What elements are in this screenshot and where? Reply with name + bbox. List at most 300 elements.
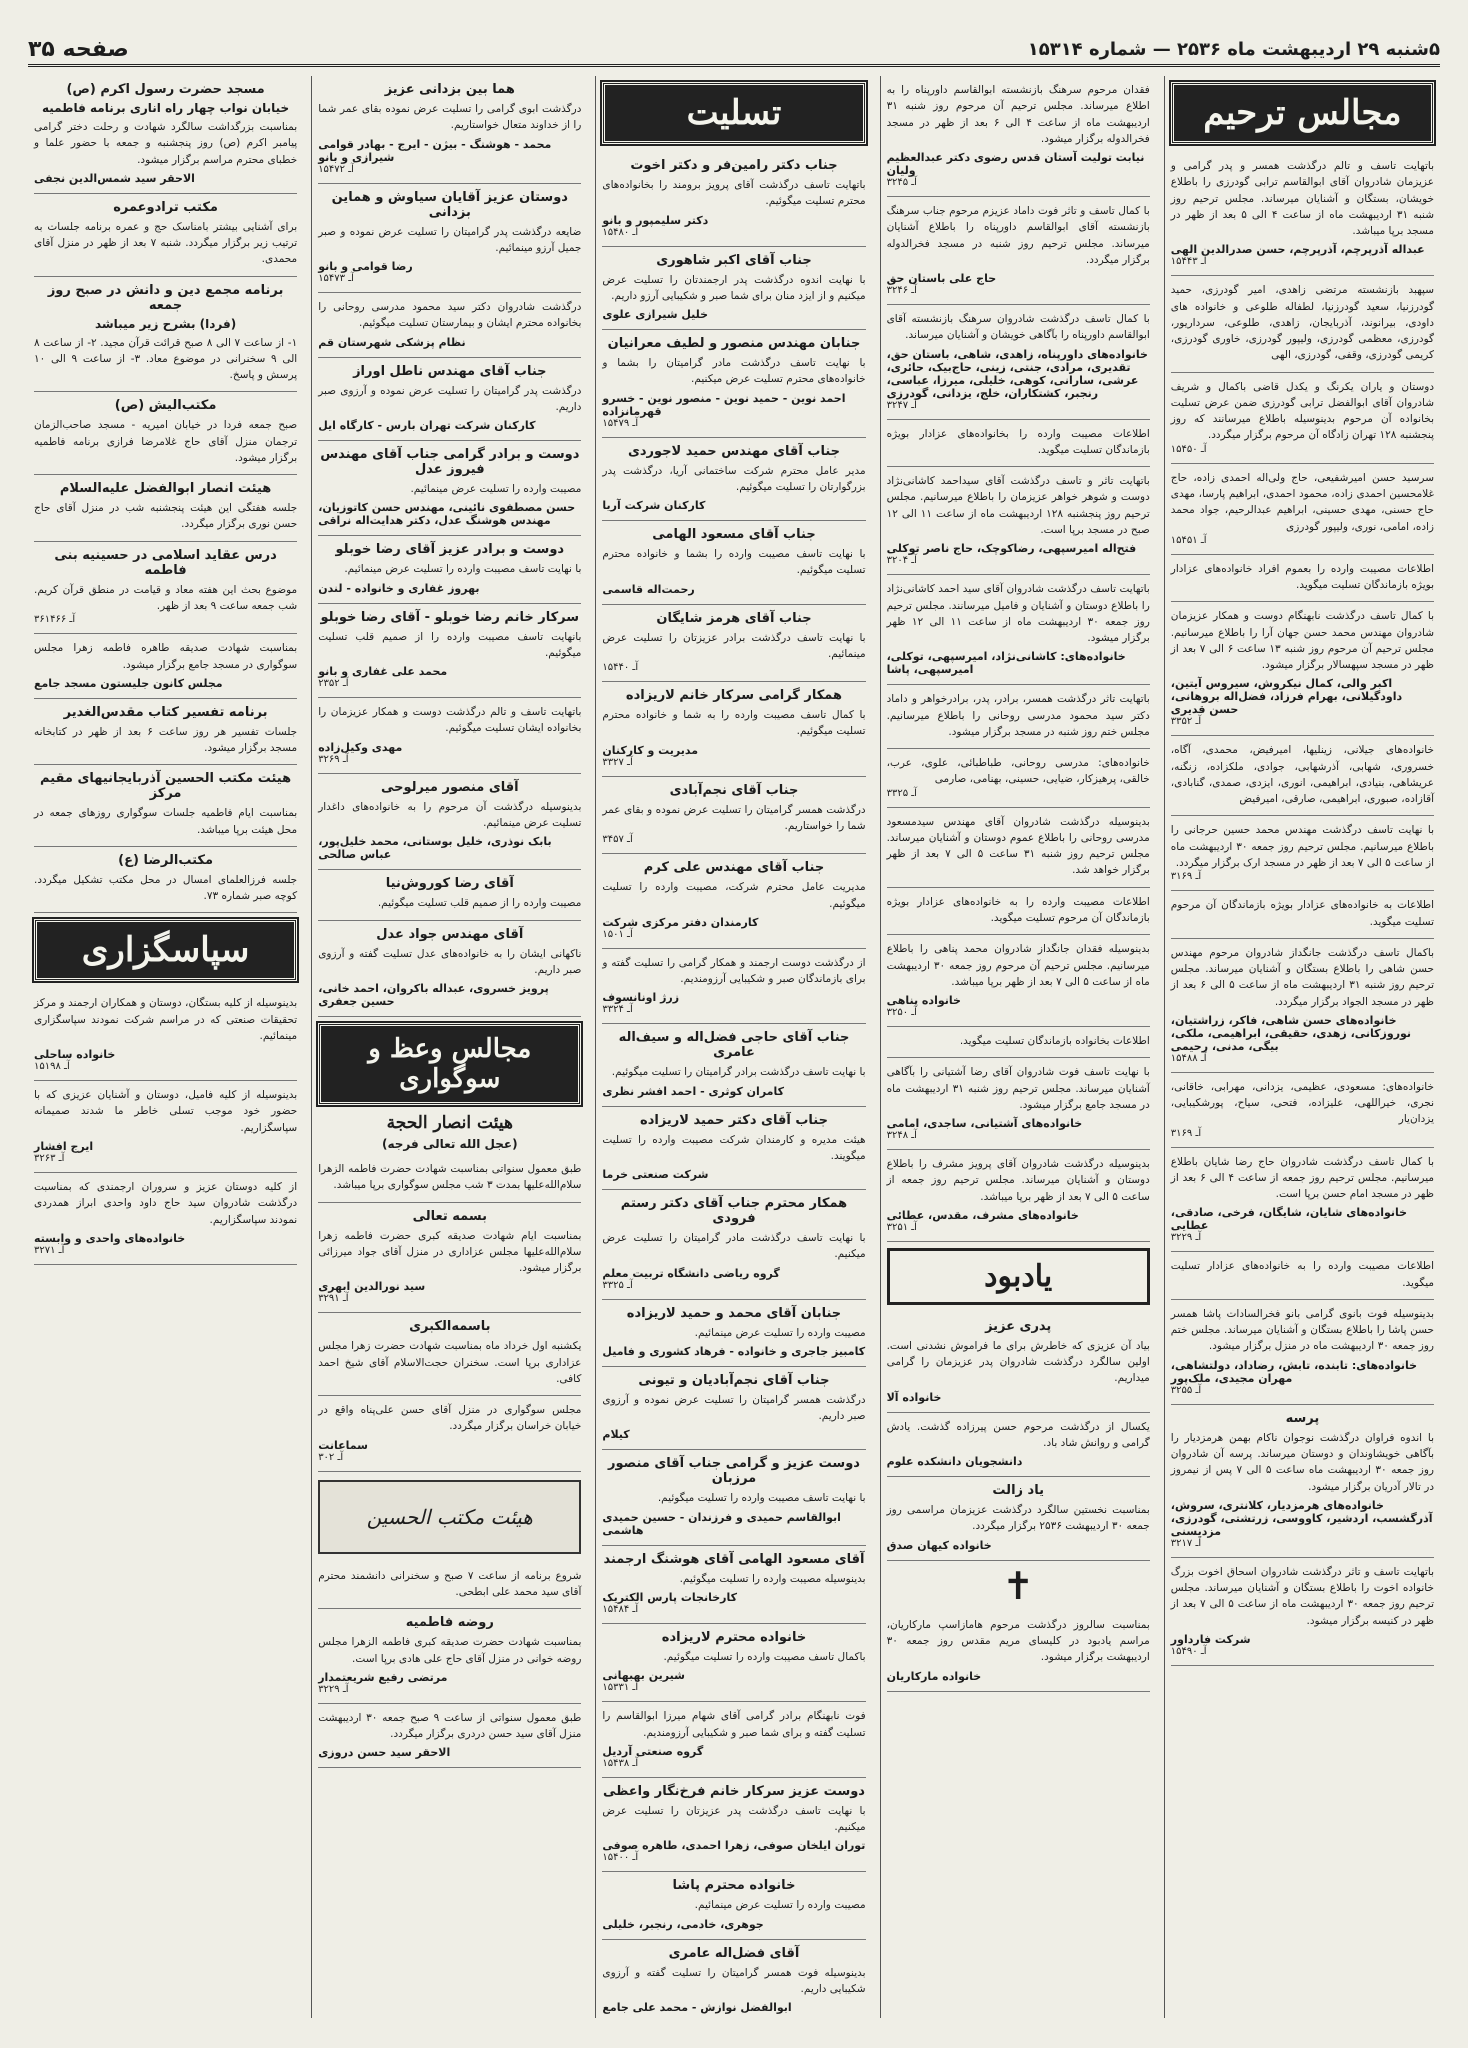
notice-body: بدینوسیله درگذشت شادروان آقای مهندس سیدمسعود مدرسی روحانی را باطلاع عموم دوستان و آشنایان میرساند. مجلس ترحیم روز شنبه ۳۱ ساعت ۵ الی ۷ بعد از ظهر برگزار خواهد شد. (886, 815, 1150, 877)
notice-body: اطلاعات بخانواده بازماندگان تسلیت میگوید. (959, 1035, 1150, 1048)
notice (1171, 276, 1434, 372)
notice-body: با کمال تاسف درگذشت شادروان حاج رضا شایان باطلاع میرسانیم. مجلس ترحیم روز جمعه از ساعت ۴ الی ۶ بعد از ظهر در مسجد امام حسن برپا است. (1170, 1155, 1434, 1201)
notice-code: آـ ۲۳۵۲ (318, 678, 349, 690)
notice-code: آـ ۳۲۴۶ (886, 285, 917, 297)
notice (34, 194, 297, 277)
notice (887, 1413, 1150, 1478)
notice (1171, 602, 1434, 736)
notice-body: با نهایت تاسف درگذشت مادر گرامیتان را بشما و خانواده‌های محترم تسلیت عرض میکنیم. (602, 357, 866, 386)
column-condolence (595, 76, 871, 2018)
notice (1171, 373, 1434, 464)
notice-code: آـ ۱۵۴۷۲ (318, 163, 354, 175)
notice-code: آـ ۳۳۲۵ (602, 1279, 633, 1291)
notice-signature: کارخانجات پارس الکتریک (602, 1590, 738, 1604)
notice-title: مکتب‌الیش (ص) (114, 398, 217, 414)
notice-body: جلسات تفسیر هر روز ساعت ۶ بعد از ظهر در کتابخانه مسجد برگزار میشود. (33, 725, 298, 755)
notice-title: هما بین بزدانی عزیز (384, 82, 515, 97)
notice-body: مصیبت وارده را تسلیت عرض مینمائیم. (694, 1899, 866, 1912)
notice-body: مجلس سوگواری در منزل آقای حسن علی‌پناه واقع در خیابان خراسان برگزار میگردد. (318, 1404, 582, 1433)
notice-code: آـ ۳۲۷۱ (33, 1244, 65, 1256)
notice-body: با کمال تاسف و تاثر فوت داماد عزیزم مرحوم جناب سرهنگ بازنشسته آقای ابوالقاسم داورپناه را باطلاع آشنایان میرساند. مجلس ترحیم روز شنبه در مسجد فخرالدوله برگزار میگردد. (886, 205, 1150, 266)
notice-signature: رضا قوامی و بانو (318, 260, 413, 274)
notice (602, 330, 865, 438)
notice (602, 1107, 865, 1191)
notice (34, 699, 297, 766)
notice-body: با نهایت تاسف مصیبت وارده را بشما و خانواده محترم تسلیت میگوئیم. (602, 548, 866, 577)
notice-title: برنامه تفسیر کتاب مقدس‌الغدیر (63, 704, 268, 720)
notice-signature: خانواده‌های آشتیانی، ساجدی، امامی (886, 1117, 1083, 1131)
thanks-list (34, 989, 297, 1264)
notice-body: بدینوسیله مصیبت وارده را تسلیت میگوئیم. (679, 1572, 866, 1585)
notice-code: آـ ۳۲۶۳ (33, 1152, 65, 1164)
notice-code: آـ ۳۲۲۹ (1170, 1232, 1202, 1244)
notice-title: جناب آقای مهندس علی کرم (643, 860, 825, 876)
notice-signature: محمد - هوشنگ - بیژن - ایرج - بهادر قوامی شیرازی و بانو (318, 137, 552, 164)
notice-title: دوست و برادر گرامی جناب آقای مهندس فیروز عدل (320, 447, 580, 478)
notice-signature: کیلام (602, 1428, 630, 1442)
notice-body: اطلاعات مصیبت وارده را بعموم افراد خانواده‌های عزادار بویژه بازماندگان تسلیت میگوید. (1170, 562, 1434, 592)
notice-title: جناب آقای نجم‌آبادی (669, 782, 799, 798)
notice-subtitle: (فردا) بشرح زیر میباشد (94, 316, 237, 331)
notice-title: جناب آقای اکبر شاهوری (656, 252, 812, 268)
notice-signature: حاج علی باستان حق (886, 272, 997, 286)
notice-code: آـ ۱۵۴۷۹ (602, 417, 639, 429)
notice (1171, 1252, 1434, 1300)
hey-at-logo (318, 1480, 581, 1554)
notice (318, 774, 581, 871)
notice-title: دوست عزیز و گرامی جناب آقای منصور مرزبان (608, 1456, 860, 1487)
notice-title: یاد زالت (992, 1483, 1044, 1499)
columns (28, 76, 1440, 2018)
notice (1171, 1405, 1434, 1558)
notice-body: ۱- از ساعت ۷ الی ۸ صبح قرائت قرآن مجید. ۲- از ساعت ۸ الی ۹ سخنرانی در موضوع معاد. ۳- از ساعت ۹ الی ۱۰ پرسش و پاسخ. (33, 336, 298, 382)
notice-body: بدینوسیله از کلیه بستگان، دوستان و همکاران ارجمند و مرکز تحقیقات صنعتی که در مراسم شرکت نمودند سپاسگزاری مینمائیم. (33, 997, 298, 1042)
notice-body: درگذشت شادروان دکتر سید محمود مدرسی روحانی را بخانواده محترم ایشان و بیمارستان تسلیت میگوئیم. (318, 301, 582, 330)
notice (602, 1940, 865, 2018)
notice-body: بدینوسیله فوت بانوی گرامی بانو فخرالسادات پاشا همسر حسن پاشا را باطلاع بستگان و آشنایان میرساند. مجلس ختم روز جمعه ۳۰ اردیبهشت ماه در منزل برگزار میشود. (1170, 1307, 1434, 1353)
notice-subtitle: خیابان نواب چهار راه اناری برنامه فاطمیه (41, 101, 290, 115)
masthead (28, 34, 1440, 67)
notice-body: با نهایت تاسف درگذشت برادر گرامیتان را تسلیت میگوئیم. (611, 1066, 866, 1079)
notice-body: مدیریت عامل محترم شرکت، مصیبت وارده را تسلیت میگوئیم. (602, 881, 866, 910)
notice-signature: خانواده پناهی (886, 994, 961, 1008)
sermon-subtitle: (عجل الله تعالی فرجه) (382, 1137, 518, 1152)
notice-body: طبق معمول سنواتی از ساعت ۹ صبح جمعه ۳۰ اردیبهشت منزل آقای سید حسن دردری برگزار میگردد. (318, 1711, 582, 1741)
notice-title: جناب آقای دکتر حمید لاریزاده (640, 1112, 828, 1128)
notice-body: فوت نابهنگام برادر گرامی آقای شهام میرزا ابوالقاسم را تسلیت گفته و برای شما صبر و شکیبایی آرزومندیم. (602, 1710, 866, 1739)
sermon-title: هیئت انصار الحجة (386, 1113, 513, 1134)
notice-body: با کمال تاسف درگذشت شادروان سرهنگ بازنشسته آقای ابوالقاسم داورپناه را بآگاهی خویشان و آشنایان میرساند. (886, 313, 1150, 342)
notice-body: اطلاعات مصیبت وارده را به خانواده‌های عزادار بویژه بازماندگان آن مرحوم تسلیت میگوید. (886, 895, 1150, 924)
notice-signature: خانواده‌های: تابنده، تابش، رضاداد، دولتشاهی، مهران مجیدی، ملک‌پور (1170, 1358, 1418, 1385)
notice-signature: رحمت‌اله قاسمی (602, 582, 695, 596)
notice-signature: خانواده مارکاریان (886, 1669, 982, 1683)
notice-title: جنابان مهندس منصور و لطیف معرانیان (607, 336, 861, 352)
notice-signature: ابوالقاسم حمیدی و فرزندان - حسین حمیدی هاشمی (602, 1510, 841, 1537)
notice-code: آـ ۳۲۴۸ (886, 1130, 917, 1142)
notice-body: بدینوسیله فوت همسر گرامیتان را تسلیت گفته و آرزوی شکیبایی داریم. (602, 1966, 866, 1995)
notice (318, 358, 581, 442)
notice-code: آـ ۱۵۴۵۰ (1170, 443, 1207, 455)
notice (318, 604, 581, 699)
notice-code: آـ ۱۵۴۷۳ (318, 273, 354, 285)
notice (318, 1155, 581, 1203)
notice (1171, 891, 1434, 939)
notice-code: آـ ۳۲۴۵ (886, 177, 917, 189)
notice-body: سپهبد بازنشسته مرتضی زاهدی، امیر گودرزی، حمید گودرزنیا، سعید گودرزنیا، لطفاله طلوعی و خانواده های داودی، بیرانوند، آذربایجان، زاهدی، طلوعی، سرداریور، گودرزی، معظمی گودرزی، ولیپور گودرزی، خاوری گودرزی، کریمی گودرزی، وقفی، گودرزی، الهی (1170, 284, 1434, 362)
notice-signature: عبداله آذرپرچم، آذرپرچم، حسن صدرالدین الهی (1170, 243, 1425, 257)
notice (602, 1624, 865, 1702)
notice-code: آـ ۳۰۲ (318, 1451, 344, 1463)
notice-code: آـ ۳۴۵۷ (602, 834, 633, 846)
notice-body: باتهایت تاسف و تاثر درگذشت شادروان اسحاق اخوت بزرگ خانواده اخوت را باطلاع بستگان و آشنایان میرساند. مجلس ترحیم روز جمعه ۳۰ اردیبهشت ماه از ساعت ۵ الی ۷ بعد از ظهر در کنیسه برگزار میشود. (1170, 1565, 1434, 1627)
notice (1171, 816, 1434, 891)
notice-body: جلسه هفتگی این هیئت پنجشنبه شب در منزل آقای حاج حسن نوری برگزار میگردد. (33, 502, 298, 531)
notice-code: آـ ۱۵۴۸۰ (602, 226, 639, 238)
notice-title: روضه فاطمیه (405, 1615, 494, 1631)
notice (602, 438, 865, 522)
notice-body: باتهایت تاثر و تاسف درگذشت آقای سیداحمد کاشانی‌نژاد دوست و شوهر خواهر عزیزمان را باطلاع میرسانیم. مجلس ترحیم روز پنجشنبه ۱۲۸ اردیبهشت ماه از ساعت ۱۱ الی ۱۲ صبح در مسجد برپا است. (886, 475, 1150, 536)
notice (887, 1150, 1150, 1242)
notice-signature: خانواده کیهان صدق (886, 1538, 992, 1552)
notice (887, 808, 1150, 888)
notice-body: درگذشت پدر گرامیتان را تسلیت عرض نموده و آرزوی صبر داریم. (318, 384, 582, 413)
notice (1171, 1558, 1434, 1666)
sermon-list (318, 1155, 581, 1472)
notice (602, 949, 865, 1025)
notice-body: بدینوسیله فقدان جانگداز شادروان محمد پناهی را باطلاع میرسانیم. مجلس ترحیم آن مرحوم روز جمعه ۳۰ اردیبهشت ماه از ساعت ۵ الی ۷ بعد از ظهر برپا میباشد. (886, 943, 1150, 988)
notice-body: دوستان و یاران یکرنگ و یکدل قاضی باکمال و شریف شادروان آقای ابوالفضل ترابی گودرزی ضمن عرض تسلیت بخانواده آن مرحوم بدینوسیله باطلاع میرسانند که روز پنجشنبه ۱۲۸ تهران زادگاه آن مرحوم برگزار میگردد. (1170, 380, 1434, 442)
notice-signature: کامبیز جاجری و خانواده - فرهاد کشوری و فامیل (602, 1344, 866, 1358)
notice-body: طبق معمول سنواتی بمناسبت شهادت حضرت فاطمه الزهرا سلام‌الله‌علیها بمدت ۳ شب مجلس سوگواری برپا میباشد. (318, 1163, 582, 1192)
remembrance-list (887, 1313, 1150, 1561)
notice-title: هیئت مکتب الحسین آذربایجانیهای مقیم مرکز (40, 771, 292, 802)
notice (887, 888, 1150, 936)
notice (602, 1546, 865, 1624)
notice-signature: مجلس کانون جلیستون مسجد جامع (33, 676, 223, 690)
notice-body: مصیبت وارده را تسلیت عرض مینمائیم. (410, 483, 582, 496)
notice (318, 1313, 581, 1396)
notice-signature: شرکت صنعتی خرما (602, 1168, 709, 1182)
notice-body: فقدان مرحوم سرهنگ بازنشسته ابوالقاسم داورپناه را به اطلاع میرساند. مجلس ترحیم آن مرحوم روز شنبه ۳۱ اردیبهشت ماه از ساعت ۴ الی ۶ بعد از ظهر در مسجد فخرالدوله برگزار میشود. (886, 84, 1150, 145)
notice (602, 247, 865, 331)
notice-signature: سید نورالدین ابهری (318, 1280, 426, 1294)
notice-signature: نیابت تولیت آستان قدس رضوی دکتر عبدالعظیم ولیان (886, 151, 1145, 178)
notice-signature: شرکت فارداور (1170, 1632, 1251, 1646)
notice-signature: حسن مصطفوی نائینی، مهندس حسن کاتوزیان، مهندس هوشنگ عدل، دکتر هدایت‌اله نراقی (318, 501, 576, 528)
notice-code: آـ ۱۵۴۹۰ (1170, 1645, 1207, 1657)
notice-title: آقای مهندس جواد عدل (376, 926, 524, 942)
remembrance-cross-notice (887, 1611, 1150, 1692)
notice-signature: کامران کوثری - احمد افشر نظری (602, 1084, 784, 1098)
notice-body: با نهایت تاسف درگذشت مادر گرامیتان را تسلیت عرض میکنیم. (602, 1232, 866, 1261)
notice-signature: احمد نوین - حمید نوین - منصور نوین - خسرو قهرمانزاده (602, 391, 846, 418)
notice (318, 1609, 581, 1704)
notice (887, 467, 1150, 575)
notice-body: مصیبت وارده را از صمیم قلب تسلیت میگوئیم. (377, 897, 582, 910)
notice (887, 76, 1150, 197)
notice-body: بدینوسیله درگذشت آن مرحوم را به خانواده‌های داغدار تسلیت عرض مینمائیم. (318, 800, 582, 829)
notice-code: آـ ۳۲۹۱ (318, 1293, 349, 1305)
notice-body: ناکهانی ایشان را به خانواده‌های عدل تسلیت گفته و آرزوی صبر داریم. (318, 947, 582, 976)
notice (318, 441, 581, 536)
notice-title: مسجد حضرت رسول اکرم (ص) (66, 82, 265, 97)
notice-signature: گروه صنعتی آردیل (602, 1744, 704, 1758)
notice (1171, 736, 1434, 816)
notice-body: درگذشت همسر گرامیتان را تسلیت عرض نموده و آرزوی صبر داریم. (602, 1393, 866, 1423)
notice-body: از درگذشت دوست ارجمند و همکار گرامی را تسلیت گفته و برای بازماندگان صبر و شکیبایی آرزومندیم. (602, 956, 866, 986)
notice-title: جناب آقای مسعود الهامی (652, 527, 816, 543)
notice-code: آـ ۳۶۱۴۶۶ (33, 614, 76, 626)
notice-signature: خانواده‌های: کاشانی‌نژاد، امیرسپهی، توکلی، امیرسپهی، پاشا (886, 650, 1126, 677)
date-line: ۵شنبه ۲۹ اردیبهشت ماه ۲۵۳۶ — شماره ۱۵۳۱۴ (1027, 38, 1440, 60)
notice-title: آقای فضل‌اله عامری (668, 1945, 800, 1961)
notice-body: اطلاعات مصیبت وارده را به خانواده‌های عزادار تسلیت میگوید. (1170, 1260, 1434, 1289)
notice (318, 870, 581, 920)
notice-title: جناب آقای حاجی فضل‌اله و سیف‌اله عامری (618, 1030, 850, 1061)
notice-code: آـ ۱۵۴۸۴ (602, 1603, 639, 1615)
notice-code: آـ ۱۵۴۵۱ (1170, 534, 1207, 546)
notice-title: مکتب‌الرضا (ع) (118, 852, 213, 868)
notice-body: بدینوسیله از کلیه فامیل، دوستان و آشنایان عزیزی که با حضور خود موجب تسلی خاطر ما شدند صمیمانه سپاسگزاریم. (33, 1089, 298, 1134)
notice (34, 76, 297, 194)
notice (34, 277, 297, 393)
notice (318, 698, 581, 774)
notice (887, 685, 1150, 749)
notice (887, 935, 1150, 1027)
notice-body: مدیر عامل محترم شرکت ساختمانی آریا، درگذشت پدر بزرگوارتان را تسلیت میگوئیم. (602, 464, 866, 493)
notice-signature: جوهری، خادمی، رنجبر، خلیلی (602, 1917, 764, 1931)
notice (34, 1173, 297, 1265)
notice (602, 1450, 865, 1545)
notice-signature: بابک نوذری، خلیل بوستانی، محمد خلیل‌پور، عباس صالحی (318, 835, 552, 862)
notice (887, 1477, 1150, 1561)
notice-title: خانواده محترم لاریزاده (661, 1629, 807, 1645)
notice-body: باتهایت تاثر درگذشت همسر، برادر، پدر، برادرخواهر و داماد دکتر سید محمود مدرسی روحانی را باطلاع میرسانیم. مجلس ختم روز شنبه در مسجد برگزار میشود. (886, 693, 1150, 738)
notice (34, 847, 297, 914)
notice-code: آـ ۳۲۰۴ (886, 555, 917, 567)
notice-signature: توران ایلخان صوفی، زهرا احمدی، طاهره صوفی (602, 1839, 866, 1853)
notice-signature: کارمندان دفتر مرکزی شرکت (602, 915, 759, 929)
notice-signature: خانواده‌های حسن شاهی، فاکر، زراشتیان، نوروزکانی، زهدی، حقیقی، ابراهیمی، ملکی، بیگی، مدنی، رحیمی (1170, 1013, 1412, 1053)
notice-body: با کمال تاسف مصیبت وارده را به شما و خانواده محترم تسلیت میگوئیم. (602, 709, 866, 738)
notice-title: همکار محترم جناب آقای دکتر رستم فرودی (620, 1196, 848, 1227)
notice-body: ضایعه درگذشت پدر گرامیتان را تسلیت عرض نموده و صبر جمیل آرزو مینمائیم. (318, 225, 582, 254)
notice (1171, 152, 1434, 276)
notice (318, 536, 581, 603)
notice (318, 293, 581, 358)
notice-signature: فتح‌اله امیرسپهی، رضاکوچک، حاج ناصر توکلی (886, 542, 1137, 556)
notice-title: دوست عزیز سرکار خانم فرخ‌نگار واعظی (602, 1783, 865, 1799)
notice-code: آـ ۱۵۴۰۰ (602, 1852, 639, 1864)
notice-body: با نهایت تاسف درگذشت برادر عزیزتان را تسلیت عرض مینمائیم. (602, 631, 866, 660)
notice (602, 1872, 865, 1939)
notice-code: آـ ۳۱۶۹ (1170, 871, 1202, 883)
cross-icon: ✝ (1002, 1563, 1035, 1608)
notice (318, 1704, 581, 1769)
notice-body: بدینوسیله درگذشت شادروان آقای پرویز مشرف را باطلاع دوستان و آشنایان میرساند. مجلس ترحیم روز جمعه از ساعت ۵ الی ۷ بعد از ظهر برپا میباشد. (886, 1158, 1150, 1203)
notice-code: آـ ۳۳۲۵ (886, 787, 917, 799)
column-memorials-2 (880, 76, 1156, 2018)
memorials-list (1171, 152, 1434, 1666)
notice-body: درگذشت ابوی گرامی را تسلیت عرض نموده بقای عمر شما را از خداوند متعال خواستاریم. (318, 103, 582, 132)
notice (887, 1313, 1150, 1413)
notice-signature: الاحقر سید حسن دروزی (318, 1746, 451, 1760)
notice-body: سرسید حسن امیرشفیعی، حاج ولی‌اله احمدی زاده، حاج غلامحسین احمدی زاده، محمود احمدی، ابراهیم پارسا، مهدی حاج حسنی، مهدی حسینی، ابراهیم عبدالرحیم، جواد محمد زاده، امامی، نوری، ولیپور گودرزی (1170, 471, 1434, 533)
notice-code: آـ ۳۲۵۰ (886, 1007, 917, 1019)
column-condolence-2 (311, 76, 587, 2018)
notice-body: خانواده‌های: مسعودی، عظیمی، یزدانی، مهرابی، خاقانی، نجری، خیراللهی، علیزاده، فتحی، سیاح، پورشکیبایی، یزدان‌یار (1170, 1080, 1434, 1126)
notice-signature: خانواده‌های هرمزدیار، کلانتری، سروش، آذرگشسب، اردشیر، کاووسی، زرتشتی، گودرزی، مزدیسنی (1170, 1498, 1433, 1538)
column-religious-programs (28, 76, 303, 2018)
notice-signature: خانواده‌های واحدی و وابسته (33, 1231, 186, 1245)
notice (34, 542, 297, 635)
notice-body: با نهایت تاسف مصیبت وارده را تسلیت عرض مینمائیم. (344, 563, 582, 576)
notice (1171, 464, 1434, 555)
notice (1171, 939, 1434, 1073)
notice-title: دوستان عزیز آقایان سیاوش و هماین بزدانی (331, 189, 568, 220)
notice (602, 1367, 865, 1451)
notice (318, 921, 581, 1018)
notice-title: برنامه مجمع دین و دانش در صبح روز جمعه (47, 282, 284, 313)
notice-body: باتهایت تاسف و تالم درگذشت دوست و همکار عزیزمان را بخانواده ایشان تسلیت میگوئیم. (318, 706, 582, 735)
notice (318, 76, 581, 184)
notice-body: اطلاعات مصیبت وارده را بخانواده‌های عزادار بویژه بازماندگان تسلیت میگوید. (886, 427, 1150, 456)
notice-title: سرکار خانم رضا خوبلو - آقای رضا خوبلو (320, 609, 580, 625)
notice-body: یکسال از درگذشت مرحوم حسن پیرزاده گذشت. یادش گرامی و روانش شاد باد. (886, 1420, 1150, 1449)
notice-code: آـ ۱۵۴۴۳ (1170, 256, 1207, 268)
page-number: صفحه ۳۵ (28, 36, 129, 62)
notice-code: آـ ۳۲۴۷ (886, 399, 917, 411)
notice (602, 605, 865, 683)
notice-body: بمناسبت سالروز درگذشت مرحوم هامازاسپ مارکاریان، مراسم یادبود در کلیسای مریم مقدس روز جمعه ۳۰ اردیبهشت برگزار میشود. (886, 1618, 1150, 1664)
notice-code: آـ ۱۵۴۳۸ (602, 1757, 639, 1769)
notice (318, 1396, 581, 1472)
notice (602, 1024, 865, 1106)
notice (887, 1027, 1150, 1058)
sermon-list-2 (318, 1562, 581, 1769)
notice-code: آـ ۱۵۳۳۱ (602, 1682, 639, 1694)
thanks-banner: سپاسگزاری (34, 919, 297, 981)
notice (34, 765, 297, 847)
notice-body: باکمال تاسف مصیبت وارده را تسلیت میگوئیم. (663, 1650, 866, 1663)
notice-body: بمناسبت شهادت صدیقه طاهره فاطمه زهرا مجلس سوگواری در مسجد جامع برگزار میشود. (33, 642, 298, 671)
notice-signature: محمد علی غفاری و بانو (318, 665, 448, 679)
notice (34, 475, 297, 542)
notice-title: جناب دکتر رامین‌فر و دکتر اخوت (630, 158, 838, 173)
notice (602, 777, 865, 855)
notice-signature: خانواده ساحلی (33, 1048, 116, 1062)
notice-title: باسمه‌الکبری (409, 1319, 491, 1335)
notice-code: آـ ۳۲۵۵ (1170, 1384, 1202, 1396)
notice (34, 1081, 297, 1173)
notice-signature: نظام پزشکی شهرستان قم (318, 335, 466, 349)
notice-title: درس عقاید اسلامی در حسینیه بنی فاطمه (54, 547, 277, 578)
notice-body: باتهایت تاسف درگذشت شادروان آقای سید احمد کاشانی‌نژاد را باطلاع دوستان و آشنایان و فامیل میرسانند. مجلس ترحیم روز جمعه ۳۰ اردیبهشت ماه از ساعت ۱۱ الی ۱۲ ظهر برگزار میشود. (886, 583, 1150, 645)
notice-signature: خانواده‌های مشرف، مقدس، عطائی (886, 1208, 1079, 1222)
notice-signature: مهدی وکیل‌زاده (318, 740, 403, 754)
notice-signature: خانواده آلا (886, 1390, 942, 1404)
notice-title: آقای منصور میرلوحی (380, 779, 519, 795)
notice-title: پدری عزیز (985, 1318, 1052, 1334)
notice-body: خانواده‌های جیلانی، زینلیها، امیرفیض، محمدی، آگاه، خسروری، شهابی، آذرشهابی، جوادی، ملکزاده، زنگنه، عریشاهی، بنیادی، ابراهیمی، انوری، ایزدی، صمدی، گنابادی، آقازاده، صبوری، ابراهیمی، صارقی، امیرفیض (1170, 744, 1434, 806)
notice-signature: کارکنان شرکت آریا (602, 499, 706, 513)
notice (887, 1058, 1150, 1150)
notice (34, 392, 297, 475)
condolence-list (602, 152, 865, 2018)
condolence-banner: تسلیت (602, 82, 865, 144)
notice-signature: پرویز خسروی، عبداله باکروان، احمد خانی، حسین جعفری (318, 982, 549, 1009)
notice-code: آـ ۳۳۲۴ (602, 1004, 633, 1016)
notice-body: باتهایت تاسف درگذشت آقای پرویز برومند را بخانواده‌های محترم تسلیت میگوئیم. (602, 179, 866, 208)
notice-title: هیئت انصار ابوالفضل علیه‌السلام (59, 481, 272, 497)
notice-signature: شیرین بهبهانی (602, 1669, 685, 1683)
notice-body: برای آشنایی بیشتر بامناسک حج و عمره برنامه جلسات به ترتیب زیر برگزار میگردد. شنبه ۷ بعد از ظهر در منزل آقای محمدی. (33, 220, 298, 266)
notice (887, 575, 1150, 685)
notice-code: آـ ۱۵۱۹۸ (33, 1061, 70, 1073)
column-memorials (1164, 76, 1440, 2018)
notice (318, 1562, 581, 1610)
notice-body: بمناسبت شهادت حضرت صدیقه کبری فاطمه الزهرا مجلس روضه خوانی در منزل آقای حاج علی هادی برپا است. (318, 1636, 582, 1665)
notice-signature: سماعانت (318, 1438, 368, 1452)
notice-body: با نهایت تاسف فوت شادروان آقای رضا آشتیانی را بآگاهی آشنایان میرساند. مجلس ترحیم روز شنبه ۳۱ اردیبهشت ماه در مسجد جامع برگزار میشود. (886, 1066, 1150, 1111)
condolence-list-2 (318, 76, 581, 1017)
notice-code: آـ ۳۳۲۷ (602, 756, 633, 768)
notice-body: باتهایت تاسف و تالم درگذشت همسر و پدر گرامی و عزیزمان شادروان آقای ابوالقاسم ترابی گودرزی را باطلاع خویشان، بستگان و آشنایان میرساند. مجلس ترحیم روز شنبه ۳۱ اردیبهشت ماه از ساعت ۴ الی ۵ بعد از ظهر در مسجد برپا میباشد. (1170, 160, 1434, 238)
notice-body: خانواده‌های: مدرسی روحانی، طباطبائی، علوی، عرب، خالقی، پرهیزکار، ضیایی، حسینی، بهنامی، صارمی (886, 757, 1150, 786)
notice-code: آـ ۳۲۲۹ (318, 1683, 349, 1695)
notice-signature: الاحقر سید شمس‌الدین نجفی (33, 171, 195, 185)
notice-body: با کمال تاسف درگذشت نابهنگام دوست و همکار عزیزمان شادروان مهندس محمد حسن جهان آرا را باطلاع میرسانیم. مجلس ترحیم آن مرحوم روز شنبه ۱۳ ساعت ۶ الی ۷ بعد از ظهر در مسجد سپهسالار برگزار میشود. (1170, 610, 1435, 672)
notice (887, 749, 1150, 808)
notice-body: بمناسبت ایام فاطمیه جلسات سوگواری روزهای جمعه در محل هیئت برپا میباشد. (33, 807, 298, 836)
notice (1171, 1148, 1434, 1253)
notice-title: جنابان آقای محمد و حمید لاریزاده (626, 1305, 842, 1321)
notice (602, 1702, 865, 1778)
notice-title: جناب آقای نجم‌آبادیان و تیونی (638, 1372, 830, 1388)
notice-body: درگذشت همسر گرامیتان را تسلیت عرض نموده و بقای عمر شما را خواستاریم. (602, 803, 866, 832)
notice-title: جناب آقای مهندس حمید لاجوردی (627, 443, 841, 459)
notice-code: آـ ۳۳۵۲ (1170, 716, 1202, 728)
notice-body: بیاد آن عزیزی که خاطرش برای ما فراموش نشدنی است. اولین سالگرد درگذشت شادروان پدر عزیزمان را گرامی میداریم. (886, 1339, 1150, 1385)
notice-body: با اندوه فراوان درگذشت نوجوان ناکام بهمن هرمزدیار را بآگاهی خویشاوندان و دوستان میرساند. پرسه آن شادروان روز جمعه ۳۰ اردیبهشت ماه ساعت ۵ الی ۷ پس از نیمروز در تالار آدریان برگزار میشود. (1170, 1431, 1434, 1493)
notice-code: آـ ۳۲۱۷ (1170, 1537, 1202, 1549)
notice-body: اطلاعات به خانواده‌های عزادار بویژه بازماندگان آن مرحوم تسلیت میگوید. (1170, 899, 1434, 928)
notice-signature: خلیل شیرازی علوی (602, 308, 709, 322)
notice (602, 1190, 865, 1300)
notice-body: مصیبت وارده را تسلیت عرض مینمائیم. (694, 1326, 866, 1339)
notice (602, 682, 865, 777)
notice-body: با نهایت تاسف مصیبت وارده را تسلیت میگوئیم. (657, 1492, 866, 1505)
notice-body: باکمال تاسف درگذشت جانگداز شادروان مرحوم مهندس حسن شاهی را باطلاع بستگان و آشنایان میرساند. مجلس ترحیم روز شنبه ۳۱ اردیبهشت ماه از ساعت ۵ الی ۶ بعد از ظهر در مسجد الجواد برگزار میگردد. (1170, 946, 1434, 1008)
notice-signature: ابوالفضل نوازش - محمد علی جامع (602, 2001, 792, 2015)
notice-body: با نهایت تاسف درگذشت مهندس محمد حسین حرجانی را باطلاع میرسانیم. مجلس ترحیم روز جمعه ۳۰ اردیبهشت ماه از ساعت ۵ الی ۷ بعد از ظهر در مسجد ارک برگزار میگردد. (1170, 824, 1434, 869)
notice (318, 184, 581, 294)
notice-signature: مرتضی رفیع شریعتمدار (318, 1670, 448, 1684)
notice-title: همکار گرامی سرکار خانم لاریزاده (625, 688, 843, 704)
remembrance-banner: یادبود (887, 1248, 1150, 1305)
notice-code: آـ ۳۱۶۹ (1170, 1127, 1202, 1139)
notice-title: دوست و برادر عزیز آقای رضا خوبلو (335, 542, 565, 558)
notice-body: بمناسبت بزرگداشت سالگرد شهادت و رحلت دختر گرامی پیامبر اکرم (ص) روز پنجشنبه و جمعه با حضور علما و خطبای محترم مراسم برگزار میشود. (33, 121, 298, 166)
notice (34, 989, 297, 1081)
notice (602, 854, 865, 949)
notice-body: یکشنبه اول خرداد ماه بمناسبت شهادت حضرت زهرا مجلس عزاداری برپا است. سخنران حجت‌الاسلام آقای شیخ احمد کافی. (318, 1340, 582, 1385)
notice-title: مکتب ترادوعمره (113, 199, 218, 215)
notice-code: آـ ۱۵۴۴۰ (602, 662, 639, 674)
notice-body: بمناسبت ایام شهادت صدیقه کبری حضرت فاطمه زهرا سلام‌الله‌علیها مجلس عزاداری در منزل آقای جواد میرزائی برگزار میشود. (318, 1229, 582, 1275)
notice (34, 634, 297, 699)
